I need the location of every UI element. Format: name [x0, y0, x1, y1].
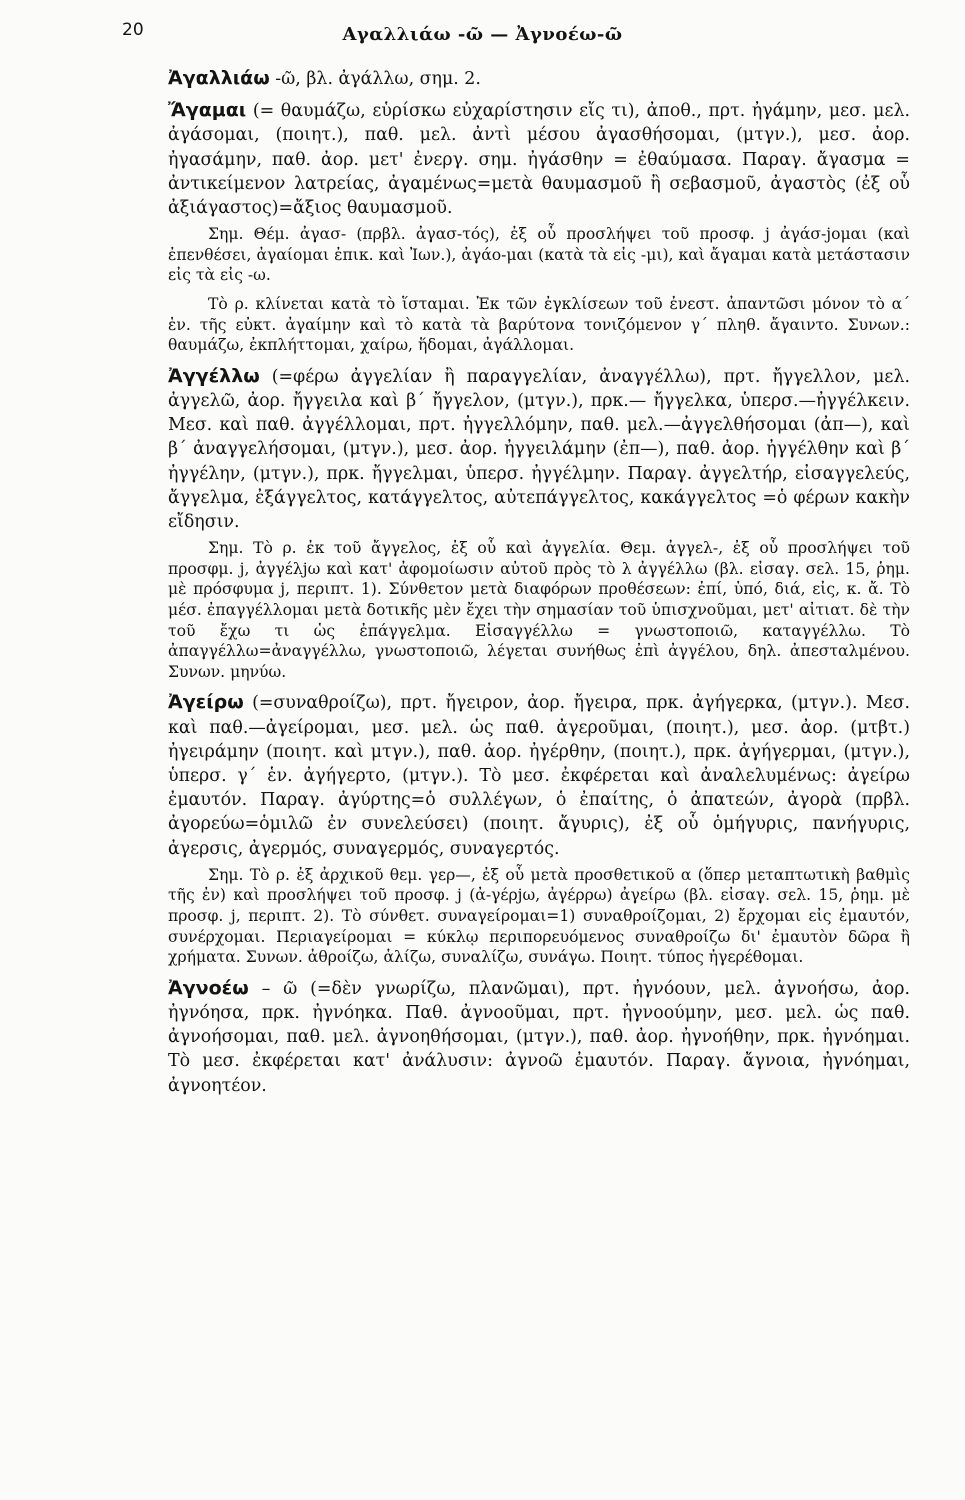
headword: Ἄγαμαι — [168, 99, 247, 122]
page-number: 20 — [122, 20, 144, 40]
headword: Ἀγαλλιάω — [168, 67, 270, 89]
entry-note: Σημ. Τὸ ρ. ἐκ τοῦ ἄγγελος, ἐξ οὗ καὶ ἀγγελία. Θεμ. ἀγγελ-, ἐξ οὗ προσλήψει τοῦ προσφμ. j, ἀγγέλjω καὶ κατ' ἀφομοίωσιν αὐτοῦ πρὸς τὸ λ ἀγγέλλω (βλ. εἰσαγ. σελ. 15, ῥημ. μὲ πρόσφυμα j, περιπτ. 1). Σύνθετον μετὰ διαφόρων προθέσεων: ἐπί, ὑπό, διά, εἰς, κ. ἄ. Τὸ μέσ. ἐπαγγέλλομαι μετὰ δοτικῆς μὲν ἔχει τὴν σημασίαν τοῦ ὑπισχνοῦμαι, μετ' αἰτιατ. δὲ τὴν τοῦ ἔχω τι ὡς ἐπάγγελμα. Εἰσαγγέλλω = γνωστοποιῶ, καταγγέλλω. Τὸ ἀπαγγέλλω=ἀναγγέλλω, γνωστοποιῶ, λέγεται συνήθως ἐπὶ ἀγγέλου, δηλ. ἀπεσταλμένου. Συνων. μηνύω. — [168, 539, 910, 681]
headword: Ἀγγέλλω — [168, 364, 260, 387]
entry-note: Σημ. Τὸ ρ. ἐξ ἀρχικοῦ θεμ. γερ—, ἐξ οὗ μετὰ προσθετικοῦ α (ὅπερ μεταπτωτικὴ βαθμὶς τῆς ἐν) καὶ προσλήψει τοῦ προσφ. j (ἀ-γέρjω, ἀγέρρω) ἀγείρω (βλ. εἰσαγ. σελ. 15, ῥημ. μὲ προσφ. j, περιπτ. 2). Τὸ σύνθετ. συναγείρομαι=1) συναθροίζομαι, 2) ἔρχομαι εἰς ἐμαυτόν, συνέρχομαι. Περιαγείρομαι = κύκλῳ περιπορευόμενος συναθροίζω δι' ἐμαυτὸν δῶρα ἢ χρήματα. Συνων. ἀθροίζω, ἁλίζω, συναλίζω, συνάγω. Ποιητ. τύπος ἠγερέθομαι. — [168, 865, 910, 967]
entry-text: (= θαυμάζω, εὑρίσκω εὐχαρίστησιν εἴς τι), ἀποθ., πρτ. ἠγάμην, μεσ. μελ. ἀγάσομαι, (ποιητ.), παθ. μελ. ἀντὶ μέσου ἀγασθήσομαι, (μτγν.), μεσ. ἀορ. ἠγασάμην, παθ. ἀορ. μετ' ἐνεργ. σημ. ἠγάσθην = ἐθαύμασα. Παραγ. ἄγασμα = ἀντικείμενον λατρείας, ἀγαμένως=μετὰ θαυμασμοῦ ἢ σεβασμοῦ, ἀγαστὸς (ἐξ οὗ ἀξιάγαστος)=ἄξιος θαυμασμοῦ. — [168, 101, 911, 219]
headword: Ἀγνοέω — [168, 976, 249, 999]
entry-note: Σημ. Θέμ. ἀγασ- (πρβλ. ἀγασ-τός), ἐξ οὗ προσλήψει τοῦ προσφ. j ἀγάσ-jομαι (καὶ ἐπενθέσει, ἀγαίομαι ἐπικ. καὶ Ἰων.), ἀγάο-μαι (κατὰ τὰ εἰς -μι), καὶ ἄγαμαι κατὰ μετάστασιν εἰς τὰ εἰς -ω. — [168, 225, 910, 285]
entry-agnoeo — [168, 976, 910, 1098]
entry-text: (=συναθροίζω), πρτ. ἤγειρον, ἀορ. ἤγειρα, πρκ. ἀγήγερκα, (μτγν.). Μεσ. καὶ παθ.—ἀγείρομαι, μεσ. μελ. ὡς παθ. ἀγεροῦμαι, (ποιητ.), μεσ. ἀορ. (μτβτ.) ἠγειράμην (ποιητ. καὶ μτγν.), παθ. ἀορ. ἠγέρθην, (ποιητ.), πρκ. ἀγήγερμαι, (μτγν.), ὑπερσ. γ΄ ἑν. ἀγήγερτο, (μτγν.). Τὸ μεσ. ἐκφέρεται καὶ ἀναλελυμένως: ἀγείρω ἐμαυτόν. Παραγ. ἀγύρτης=ὁ συλλέγων, ὁ ἐπαίτης, ὁ ἀπατεών, ἀγορὰ (πρβλ. ἀγορεύω=ὁμιλῶ ἐν συνελεύσει) (ποιητ. ἄγυρις), ἐξ οὗ ὁμήγυρις, πανήγυρις, ἀγερσις, ἀγερμός, συναγερμός, συναγερτός. — [168, 693, 910, 859]
headword: Ἀγείρω — [168, 691, 244, 714]
entry-note-2: Τὸ ρ. κλίνεται κατὰ τὸ ἵσταμαι. Ἐκ τῶν ἐγκλίσεων τοῦ ἐνεστ. ἀπαντῶσι μόνον τὸ α΄ ἑν. τῆς εὐκτ. ἀγαίμην καὶ τὸ κατὰ τὰ βαρύτονα τονιζόμενον γ΄ πληθ. ἄγαιντο. Συνων.: θαυμάζω, ἐκπλήττομαι, χαίρω, ἥδομαι, ἀγάλλομαι. — [168, 295, 910, 355]
entry-angello — [168, 364, 910, 683]
running-head: Αγαλλιάω -ῶ — Ἀγνοέω-ῶ — [342, 24, 623, 45]
page-body — [168, 66, 910, 1105]
entry-text: -ῶ, βλ. ἀγάλλω, σημ. 2. — [275, 69, 481, 89]
entry-text: – ῶ (=δὲν γνωρίζω, πλανῶμαι), πρτ. ἠγνόουν, μελ. ἀγνοήσω, ἀορ. ἠγνόησα, πρκ. ἠγνόηκα. Παθ. ἀγνοοῦμαι, πρτ. ἠγνοούμην, μεσ. μελ. ὡς παθ. ἀγνοήσομαι, παθ. μελ. ἀγνοηθήσομαι, (μτγν.), παθ. ἀορ. ἠγνοήθην, πρκ. ἠγνόημαι. Τὸ μεσ. ἐκφέρεται κατ' ἀνάλυσιν: ἀγνοῶ ἐμαυτόν. Παραγ. ἄγνοια, ἠγνόημαι, ἀγνοητέον. — [168, 978, 910, 1096]
entry-ageiro — [168, 690, 910, 967]
entry-agamai — [168, 98, 910, 356]
entry-text: (=φέρω ἀγγελίαν ἢ παραγγελίαν, ἀναγγέλλω), πρτ. ἤγγελλον, μελ. ἀγγελῶ, ἀορ. ἤγγειλα καὶ β΄ ἤγγελον, (μτγν.), πρκ.— ἤγγελκα, ὑπερσ.—ἠγγέλκειν. Μεσ. καὶ παθ. ἀγγέλλομαι, πρτ. ἠγγελλόμην, παθ. μελ.—ἀγγελθήσομαι (ἀπ—), καὶ β΄ ἀναγγελήσομαι, (μτγν.), μεσ. ἀορ. ἠγγειλάμην (ἐπ—), παθ. ἀορ. ἠγγέλθην καὶ β΄ ἠγγέλην, (μτγν.), πρκ. ἤγγελμαι, ὑπερσ. ἠγγέλμην. Παραγ. ἀγγελτήρ, εἰσαγγελεύς, ἄγγελμα, ἐξάγγελτος, κατάγγελτος, αὐτεπάγγελτος, κακάγγελτος =ὁ φέρων κακὴν εἴδησιν. — [168, 366, 910, 532]
entry-agalliao — [168, 66, 910, 91]
